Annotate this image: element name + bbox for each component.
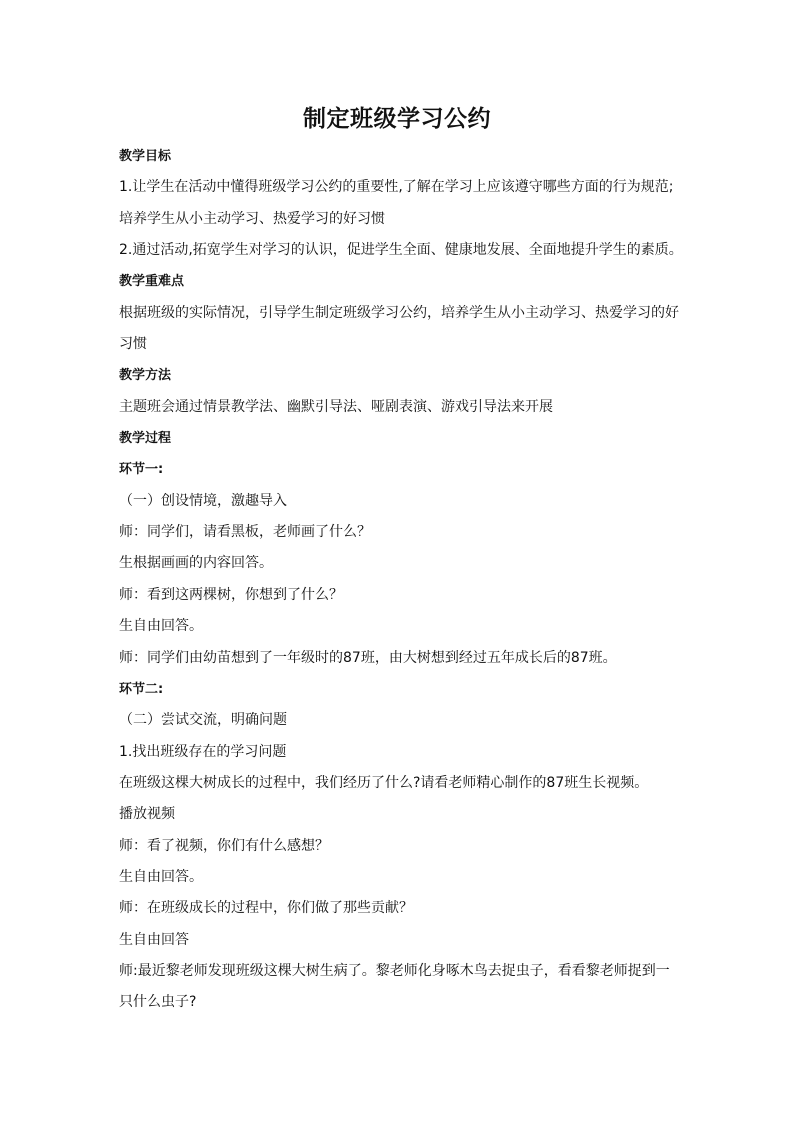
paragraph-line: 习惯 — [119, 336, 147, 353]
section-heading: 教学过程 — [119, 431, 172, 447]
paragraph-line: 主题班会通过情景教学法、幽默引导法、哑剧表演、游戏引导法来开展 — [119, 398, 553, 415]
paragraph-line: 播放视频 — [119, 806, 175, 823]
section-heading: 教学方法 — [119, 368, 172, 384]
section-heading: 教学重难点 — [119, 274, 185, 290]
paragraph-line: 只什么虫子? — [119, 994, 197, 1011]
paragraph-line: 师：同学们由幼苗想到了一年级时的87班，由大树想到经过五年成长后的87班。 — [119, 649, 617, 666]
paragraph-line: 在班级这棵大树成长的过程中，我们经历了什么?请看老师精心制作的87班生长视频。 — [119, 774, 649, 791]
paragraph-line: 生自由回答。 — [119, 618, 203, 635]
paragraph-line: 1.找出班级存在的学习问题 — [119, 743, 287, 760]
paragraph-line: （一）创设情境，激趣导入 — [119, 492, 287, 509]
paragraph-line: 2.通过活动,拓宽学生对学习的认识，促进学生全面、健康地发展、全面地提升学生的素质。 — [119, 242, 683, 259]
paragraph-line: 师:最近黎老师发现班级这棵大树生病了。黎老师化身啄木鸟去捉虫子，看看黎老师捉到一 — [119, 962, 670, 979]
paragraph-line: 师：在班级成长的过程中，你们做了那些贡献？ — [119, 900, 413, 917]
paragraph-line: 生自由回答。 — [119, 868, 203, 885]
paragraph-line: 师：看了视频，你们有什么感想？ — [119, 837, 329, 854]
paragraph-line: 根据班级的实际情况，引导学生制定班级学习公约，培养学生从小主动学习、热爱学习的好 — [119, 304, 679, 321]
paragraph-line: 师：同学们，请看黑板，老师画了什么？ — [119, 524, 371, 541]
section-heading: 环节一: — [119, 462, 164, 478]
document-body — [119, 141, 689, 1019]
paragraph-line: （二）尝试交流，明确问题 — [119, 712, 287, 729]
paragraph-line: 1.让学生在活动中懂得班级学习公约的重要性,了解在学习上应该遵守哪些方面的行为规范; — [119, 179, 674, 196]
paragraph-line: 生自由回答 — [119, 931, 189, 948]
section-heading: 教学目标 — [119, 149, 172, 164]
paragraph-line: 师：看到这两棵树，你想到了什么？ — [119, 586, 343, 603]
section-heading: 环节二: — [119, 681, 164, 697]
paragraph-line: 生根据画画的内容回答。 — [119, 555, 273, 572]
paragraph-line: 培养学生从小主动学习、热爱学习的好习惯 — [119, 210, 385, 227]
document-title: 制定班级学习公约 — [303, 106, 491, 132]
